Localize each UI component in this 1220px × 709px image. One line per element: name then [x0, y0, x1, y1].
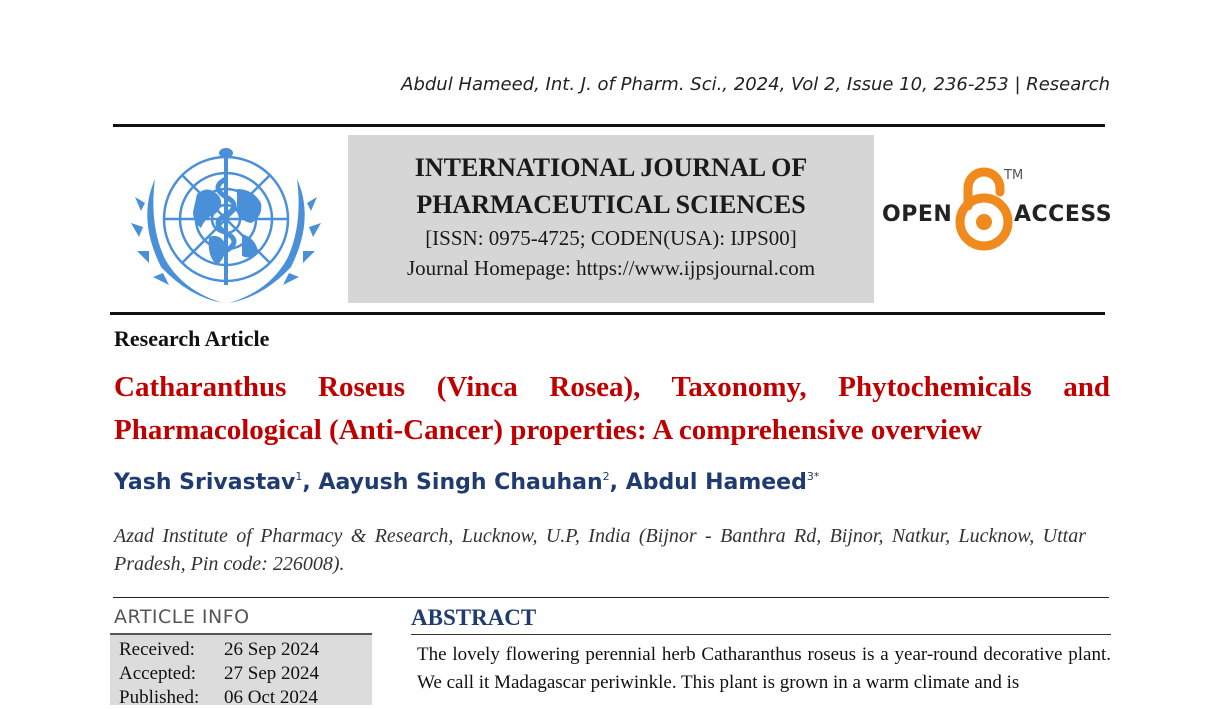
info-label: Published:	[119, 687, 200, 708]
author-affiliation-mark: 2	[602, 470, 610, 483]
open-access-open-text: OPEN	[882, 202, 953, 227]
open-access-access-text: ACCESS	[1014, 202, 1113, 227]
article-info-heading: ARTICLE INFO	[114, 606, 250, 628]
journal-homepage: Journal Homepage: https://www.ijpsjournal.com	[406, 256, 816, 280]
article-info-published	[119, 687, 318, 709]
abstract-text: The lovely flowering perennial herb Catharanthus roseus is a year-round decorative plant. We call it Madagascar periwinkle. This plant is grown in a warm climate and is	[417, 644, 1111, 693]
section-divider	[113, 597, 1109, 598]
info-label: Received:	[119, 639, 195, 660]
running-head: Abdul Hameed, Int. J. of Pharm. Sci., 2024, Vol 2, Issue 10, 236-253 | Research	[401, 74, 1110, 95]
journal-masthead	[348, 135, 874, 303]
journal-issn: [ISSN: 0975-4725; CODEN(USA): IJPS00]	[425, 226, 797, 250]
info-value: 27 Sep 2024	[224, 663, 319, 684]
article-info-received	[119, 639, 319, 661]
header-rule-bottom	[110, 312, 1105, 315]
author-name: Yash Srivastav	[114, 470, 296, 495]
info-value: 06 Oct 2024	[224, 687, 318, 708]
author-name: Abdul Hameed	[625, 470, 807, 495]
journal-name-line2: PHARMACEUTICAL SCIENCES	[416, 190, 806, 219]
journal-emblem-icon	[127, 139, 325, 305]
article-type: Research Article	[114, 326, 270, 351]
header-rule-top	[113, 124, 1105, 127]
author-affiliation-mark: 1	[295, 470, 303, 483]
journal-name-line1: INTERNATIONAL JOURNAL OF	[414, 153, 808, 182]
abstract-heading: ABSTRACT	[411, 605, 537, 630]
author-name: Aayush Singh Chauhan	[318, 470, 603, 495]
author-list: Yash Srivastav$^1$, Aayush Singh Chauhan$^2$, Abdul Hameed$^{3*}$	[114, 470, 820, 495]
info-label: Accepted:	[119, 663, 197, 684]
article-info-accepted	[119, 663, 319, 685]
author-affiliation-mark: 3*	[806, 470, 820, 483]
author-affiliation: Azad Institute of Pharmacy & Research, Lucknow, U.P, India (Bijnor - Banthra Rd, Bijnor, Natkur, Lucknow, Uttar Pradesh, Pin code: 226008).	[114, 525, 1086, 575]
article-title: Catharanthus Roseus (Vinca Rosea), Taxonomy, Phytochemicals and Pharmacological (Anti-Cancer) properties: A comprehensive overview	[114, 371, 1110, 446]
open-access-trademark: TM	[1004, 168, 1024, 183]
info-value: 26 Sep 2024	[224, 639, 319, 660]
open-access-logo	[880, 166, 1113, 256]
abstract-rule	[411, 634, 1111, 635]
